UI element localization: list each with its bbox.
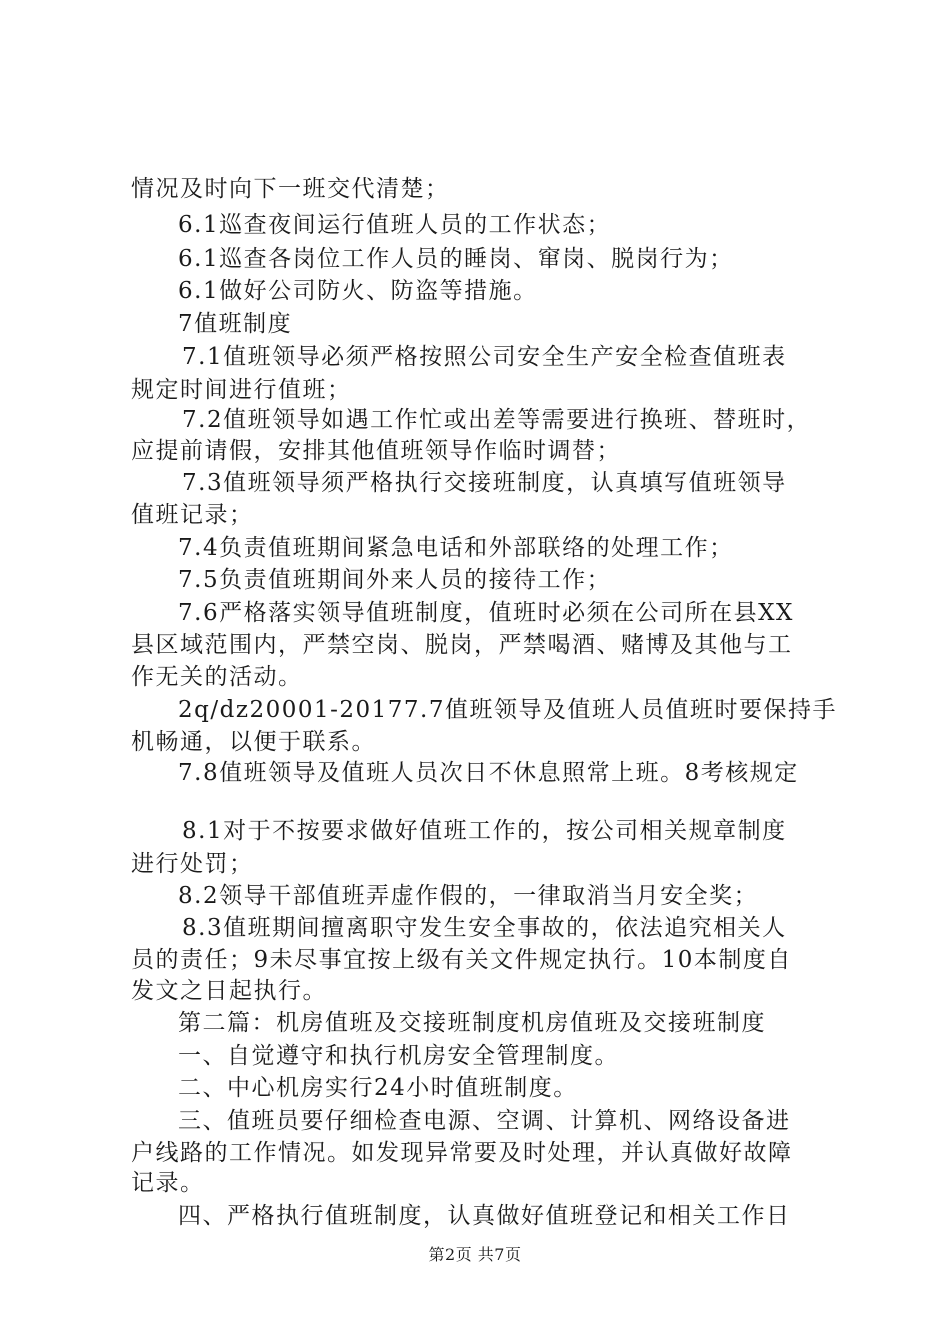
text-line: 8.3值班期间擅离职守发生安全事故的，依法追究相关人 xyxy=(182,915,787,941)
text-line: 员的责任；9未尽事宜按上级有关文件规定执行。10本制度自 xyxy=(131,947,792,973)
text-line: 值班记录； xyxy=(131,502,254,528)
text-line: 6.1巡查各岗位工作人员的睡岗、窜岗、脱岗行为； xyxy=(178,246,734,272)
text-line: 作无关的活动。 xyxy=(131,664,303,690)
text-line: 7.8值班领导及值班人员次日不休息照常上班。8考核规定 xyxy=(178,760,799,786)
text-line: 应提前请假，安排其他值班领导作临时调替； xyxy=(131,438,621,464)
text-line: 机畅通，以便于联系。 xyxy=(131,729,376,755)
text-line: 7.1值班领导必须严格按照公司安全生产安全检查值班表 xyxy=(182,344,787,370)
text-line: 户线路的工作情况。如发现异常要及时处理，并认真做好故障 xyxy=(131,1140,793,1166)
text-line: 情况及时向下一班交代清楚； xyxy=(131,176,450,202)
text-line: 7.3值班领导须严格执行交接班制度，认真填写值班领导 xyxy=(182,470,787,496)
text-line: 三、值班员要仔细检查电源、空调、计算机、网络设备进 xyxy=(178,1108,791,1134)
text-line: 四、严格执行值班制度，认真做好值班登记和相关工作日 xyxy=(178,1203,791,1229)
text-line: 6.1巡查夜间运行值班人员的工作状态； xyxy=(178,212,612,238)
section-heading: 7值班制度 xyxy=(178,311,293,337)
text-line: 进行处罚； xyxy=(131,851,254,877)
section-heading: 第二篇：机房值班及交接班制度机房值班及交接班制度 xyxy=(178,1010,766,1036)
text-line: 县区域范围内，严禁空岗、脱岗，严禁喝酒、赌博及其他与工 xyxy=(131,632,793,658)
text-line: 7.5负责值班期间外来人员的接待工作； xyxy=(178,567,612,593)
page-number-footer: 第2页 共7页 xyxy=(428,1245,522,1264)
text-line: 6.1做好公司防火、防盗等措施。 xyxy=(178,278,538,304)
text-line: 一、自觉遵守和执行机房安全管理制度。 xyxy=(178,1043,619,1069)
text-line: 8.1对于不按要求做好值班工作的，按公司相关规章制度 xyxy=(182,818,787,844)
text-line: 7.4负责值班期间紧急电话和外部联络的处理工作； xyxy=(178,535,734,561)
text-line: 7.2值班领导如遇工作忙或出差等需要进行换班、替班时， xyxy=(182,407,812,433)
text-line: 二、中心机房实行24小时值班制度。 xyxy=(178,1075,578,1101)
text-line: 2q/dz20001-20177.7值班领导及值班人员值班时要保持手 xyxy=(178,697,837,723)
text-line: 记录。 xyxy=(131,1170,205,1196)
text-line: 规定时间进行值班； xyxy=(131,377,352,403)
text-line: 7.6严格落实领导值班制度，值班时必须在公司所在县XX xyxy=(178,600,794,626)
text-line: 发文之日起执行。 xyxy=(131,978,327,1004)
text-line: 8.2领导干部值班弄虚作假的，一律取消当月安全奖； xyxy=(178,883,759,909)
